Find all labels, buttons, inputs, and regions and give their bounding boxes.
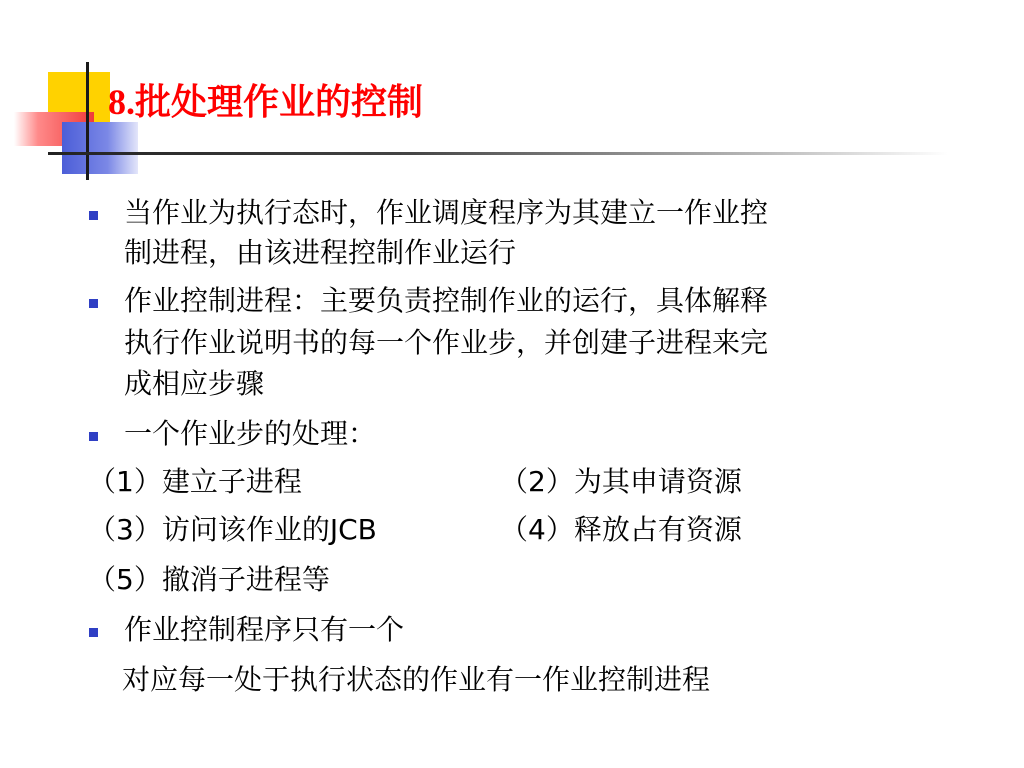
slide-title: [108, 81, 424, 123]
bullet-marker: [89, 628, 98, 637]
bullet-4-line-2: 对应每一处于执行状态的作业有一作业控制进程: [122, 663, 711, 696]
bullet-3-line-1: 一个作业步的处理：: [124, 417, 377, 450]
decor-vertical-line: [86, 62, 89, 180]
title-underline: [48, 152, 948, 155]
step-2: （2）为其申请资源: [500, 465, 742, 498]
bullet-1-line-2: 制进程，由该进程控制作业运行: [124, 236, 517, 269]
bullet-2-line-1: 作业控制进程：主要负责控制作业的运行，具体解释: [124, 284, 769, 317]
bullet-4-line-1: 作业控制程序只有一个: [124, 613, 405, 646]
bullet-2-line-2: 执行作业说明书的每一个作业步，并创建子进程来完: [124, 326, 769, 359]
title-text: 批处理作业的控制: [135, 81, 424, 123]
bullet-marker: [89, 211, 98, 220]
bullet-marker: [89, 299, 98, 308]
step-1: （1）建立子进程: [88, 465, 302, 498]
decor-blue-square: [62, 122, 138, 174]
bullet-2-line-3: 成相应步骤: [124, 367, 265, 400]
title-number: 8.: [108, 82, 135, 122]
bullet-1-line-1: 当作业为执行态时，作业调度程序为其建立一作业控: [124, 196, 769, 229]
step-3: （3）访问该作业的JCB: [88, 513, 377, 546]
bullet-marker: [89, 432, 98, 441]
step-4: （4）释放占有资源: [500, 513, 742, 546]
step-5: （5）撤消子进程等: [88, 563, 330, 596]
